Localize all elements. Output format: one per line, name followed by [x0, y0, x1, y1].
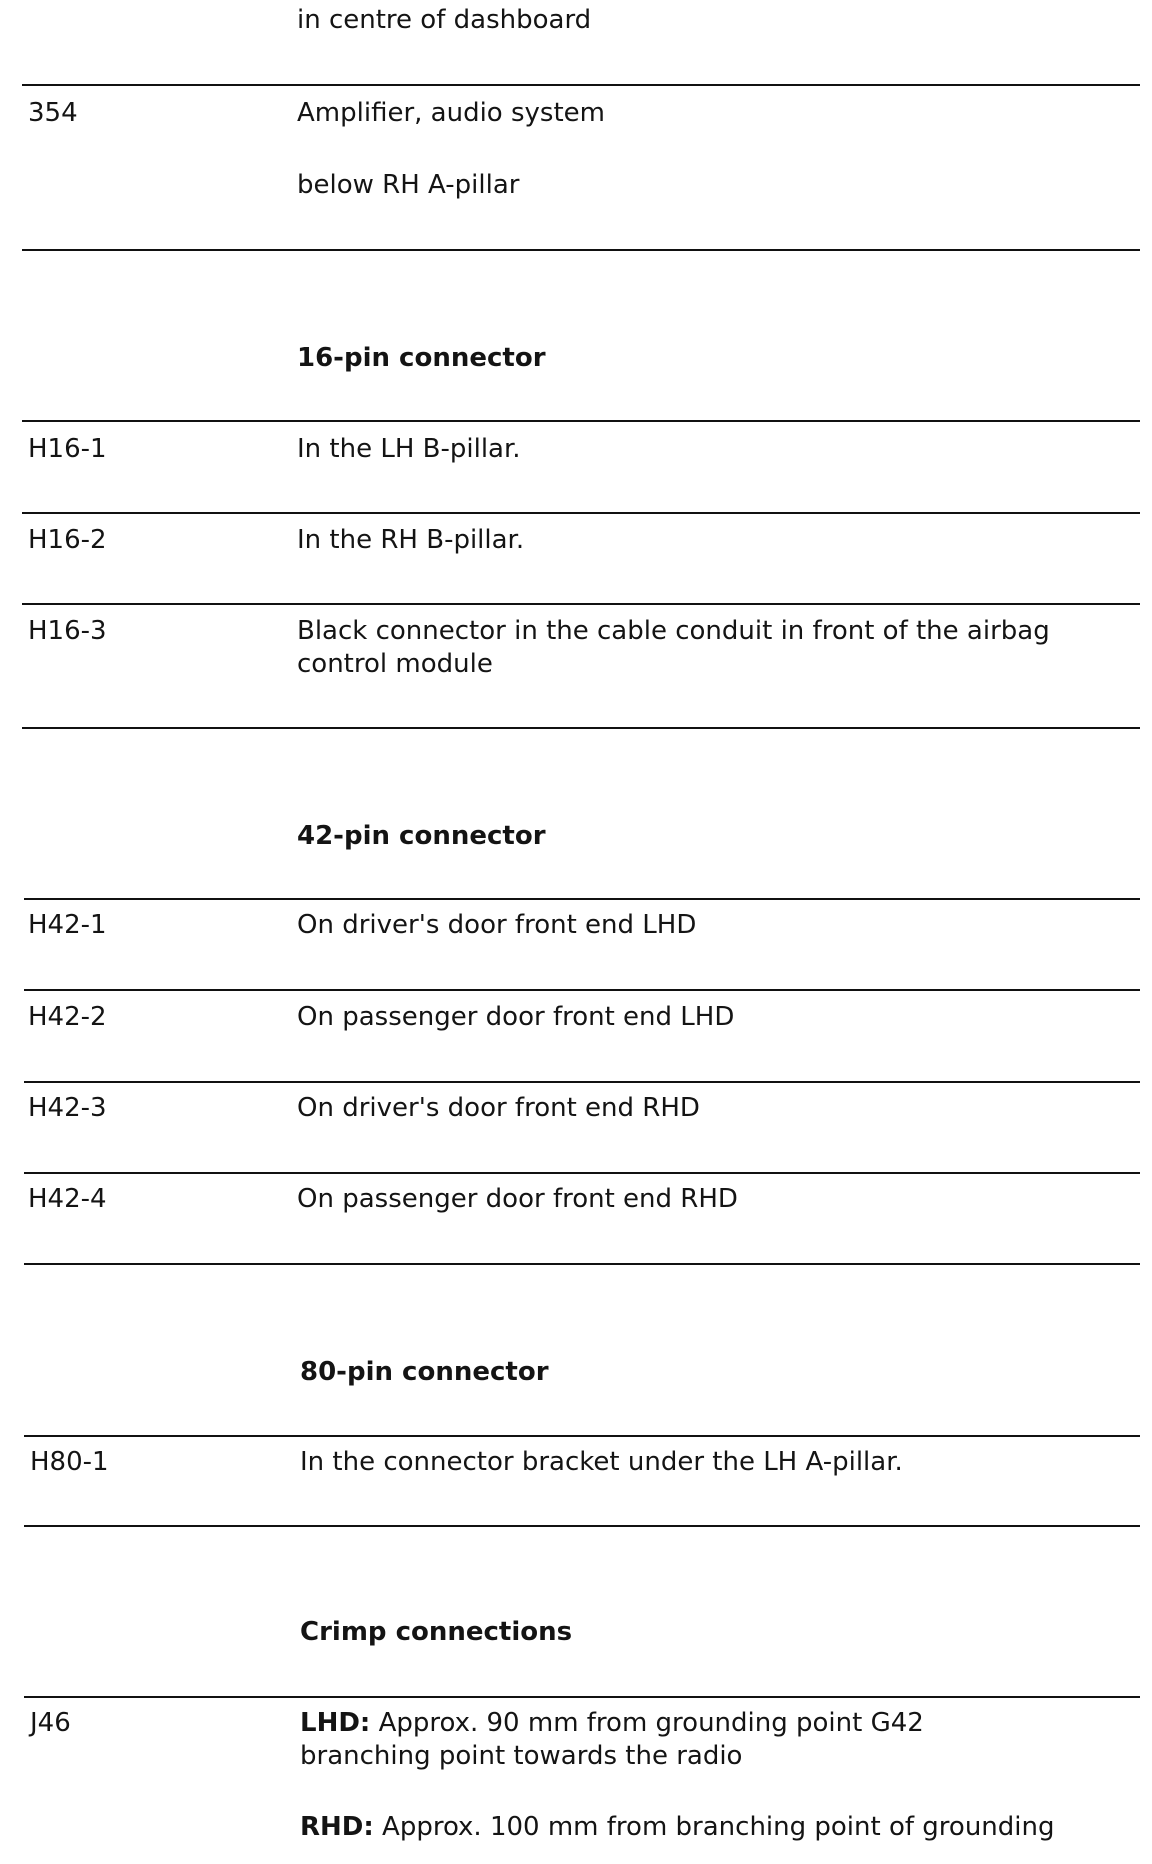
section-heading-crimp-connections: Crimp connections [300, 1617, 573, 1647]
row-text-lhd [300, 1707, 924, 1740]
row-text-rhd [300, 1811, 1055, 1844]
table-divider [24, 1172, 1140, 1174]
row-code: H42-2 [28, 1002, 107, 1032]
row-code: H16-3 [28, 616, 107, 646]
row-text: On driver's door front end RHD [297, 1093, 700, 1123]
table-divider [22, 512, 1140, 514]
table-divider [24, 1525, 1140, 1527]
table-divider [22, 420, 1140, 422]
row-text: In the connector bracket under the LH A-pillar. [300, 1447, 903, 1477]
row-text: In the RH B-pillar. [297, 525, 525, 555]
table-divider [22, 603, 1140, 605]
rhd-label: RHD: [300, 1812, 374, 1842]
row-code: H16-1 [28, 434, 107, 464]
table-divider [24, 1696, 1140, 1698]
table-divider [24, 898, 1140, 900]
rhd-text: Approx. 100 mm from branching point of grounding [373, 1812, 1055, 1842]
row-code: 354 [28, 98, 78, 128]
row-text: Black connector in the cable conduit in front of the airbag [297, 616, 1050, 646]
row-text: branching point towards the radio [300, 1741, 743, 1771]
lhd-text: Approx. 90 mm from grounding point G42 [370, 1708, 924, 1738]
table-divider [24, 1263, 1140, 1265]
row-code: H42-1 [28, 910, 107, 940]
section-heading-16-pin: 16-pin connector [297, 343, 546, 373]
table-divider [24, 1435, 1140, 1437]
row-code: J46 [30, 1708, 71, 1738]
table-divider [22, 727, 1140, 729]
row-code: H80-1 [30, 1447, 109, 1477]
row-text: On passenger door front end RHD [297, 1184, 738, 1214]
row-code: H16-2 [28, 525, 107, 555]
row-text: On passenger door front end LHD [297, 1002, 735, 1032]
lhd-label: LHD: [300, 1708, 371, 1738]
table-divider [24, 989, 1140, 991]
row-text: Amplifier, audio system [297, 98, 605, 128]
row-text: below RH A-pillar [297, 170, 520, 200]
row-code: H42-3 [28, 1093, 107, 1123]
row-text: control module [297, 649, 493, 679]
table-divider [22, 84, 1140, 86]
row-code: H42-4 [28, 1184, 107, 1214]
section-heading-42-pin: 42-pin connector [297, 821, 546, 851]
top-fragment-text: in centre of dashboard [297, 5, 592, 35]
row-text: In the LH B-pillar. [297, 434, 521, 464]
row-text: On driver's door front end LHD [297, 910, 697, 940]
table-divider [22, 249, 1140, 251]
table-divider [24, 1081, 1140, 1083]
section-heading-80-pin: 80-pin connector [300, 1357, 549, 1387]
